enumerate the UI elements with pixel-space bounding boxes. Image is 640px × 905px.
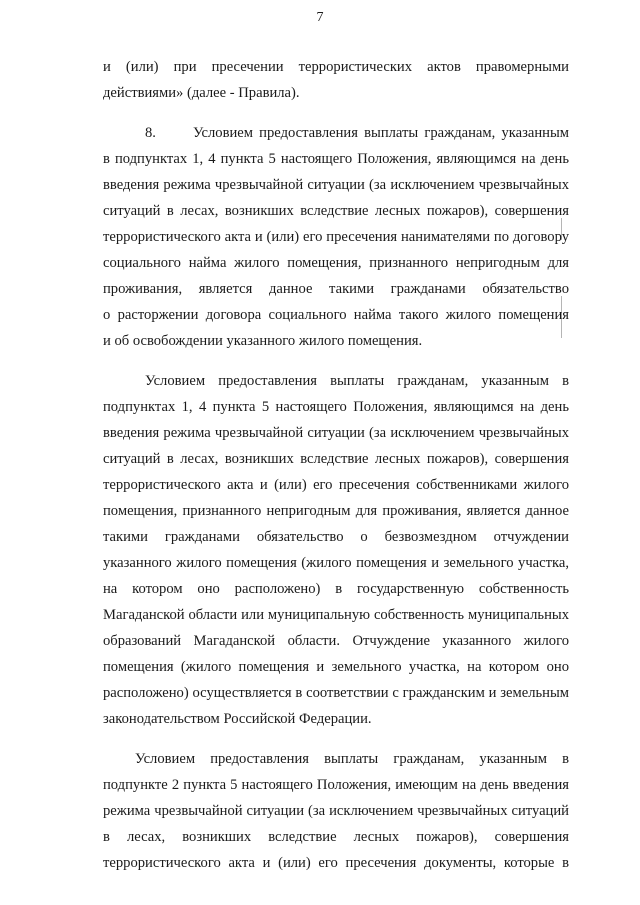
- text-line: помещения, признанного непригодным для проживания, является данное: [103, 503, 569, 519]
- text-line: расположено) осуществляется в соответствии с гражданским и земельным: [103, 685, 569, 701]
- text-line: на котором оно расположено) в государственную собственность: [103, 581, 569, 597]
- text-line: помещения (жилого помещения и земельного участка, на котором оно: [103, 659, 569, 675]
- text-line: террористического акта и (или) его пресечения собственниками жилого: [103, 477, 569, 493]
- text-line: режима чрезвычайной ситуации (за исключением чрезвычайных ситуаций: [103, 803, 569, 819]
- text-line: действиями» (далее - Правила).: [103, 85, 300, 101]
- text-line: и (или) при пресечении террористических актов правомерными: [103, 59, 569, 75]
- text-line: о расторжении договора социального найма такого жилого помещения: [103, 307, 569, 323]
- paragraph-8-body: [103, 146, 569, 354]
- text-line: проживания, является данное такими гражданами обязательство: [103, 281, 569, 297]
- text-line: образований Магаданской области. Отчуждение указанного жилого: [103, 633, 569, 649]
- paragraph-owners-body: [103, 394, 569, 732]
- text-line: в подпунктах 1, 4 пункта 5 настоящего Положения, являющимся на день: [103, 151, 569, 167]
- text-line: и об освобождении указанного жилого помещения.: [103, 333, 423, 349]
- intro-continuation: [103, 54, 569, 106]
- text-line: Условием предоставления выплаты гражданам, указанным в: [135, 751, 569, 767]
- paragraph-owners-first: [103, 368, 569, 394]
- text-line: введения режима чрезвычайной ситуации (за исключением чрезвычайных: [103, 177, 569, 193]
- text-line: законодательством Российской Федерации.: [103, 711, 372, 727]
- text-line: в лесах, возникших вследствие лесных пожаров), совершения: [103, 829, 569, 845]
- text-line: указанного жилого помещения (жилого помещения и земельного участка,: [103, 555, 569, 571]
- text-line: введения режима чрезвычайной ситуации (за исключением чрезвычайных: [103, 425, 569, 441]
- text-line: террористического акта и (или) его пресечения нанимателями по договору: [103, 229, 569, 245]
- document-body: [103, 54, 569, 876]
- text-line: подпунктах 1, 4 пункта 5 настоящего Положения, являющимся на день: [103, 399, 569, 415]
- paragraph-8: [103, 120, 569, 146]
- text-line: социального найма жилого помещения, признанного непригодным для: [103, 255, 569, 271]
- text-line: ситуаций в лесах, возникших вследствие лесных пожаров), совершения: [103, 451, 569, 467]
- text-line: 8. Условием предоставления выплаты гражданам, указанным: [145, 125, 569, 141]
- text-line: террористического акта и (или) его пресечения документы, которые в: [103, 855, 569, 871]
- text-line: Магаданской области или муниципальную собственность муниципальных: [103, 607, 569, 623]
- paragraph-subpoint-2-body: [103, 772, 569, 876]
- paragraph-subpoint-2-first: [103, 746, 569, 772]
- text-line: такими гражданами обязательство о безвозмездном отчуждении: [103, 529, 569, 545]
- text-line: ситуаций в лесах, возникших вследствие лесных пожаров), совершения: [103, 203, 569, 219]
- text-line: подпункте 2 пункта 5 настоящего Положения, имеющим на день введения: [103, 777, 569, 793]
- text-line: Условием предоставления выплаты гражданам, указанным в: [145, 373, 569, 389]
- page-number: 7: [316, 10, 324, 25]
